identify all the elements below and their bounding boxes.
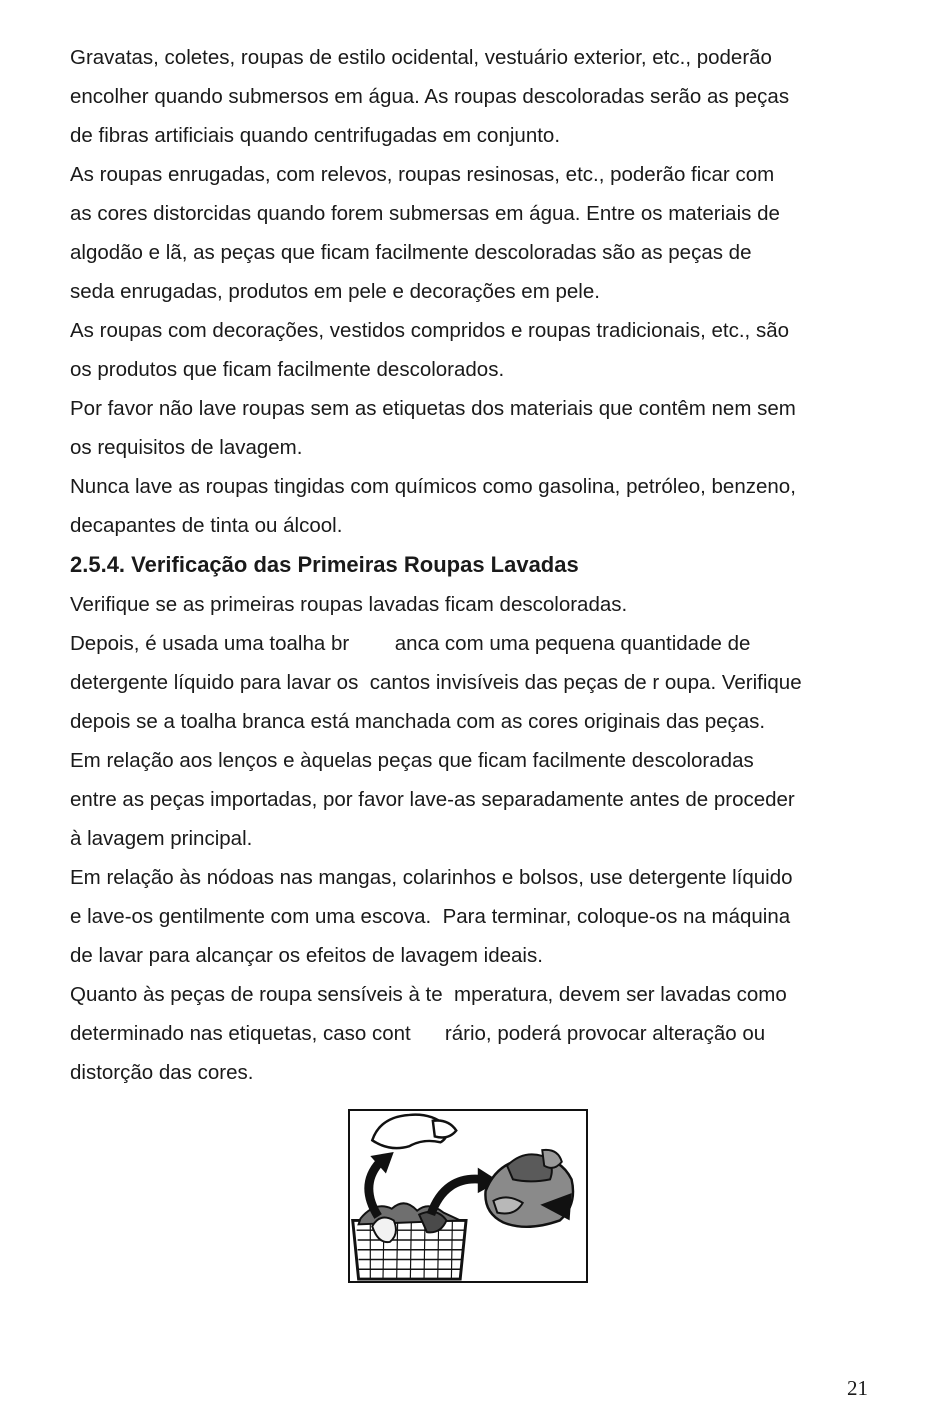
body-text	[70, 38, 900, 1092]
text-line: Verifique se as primeiras roupas lavadas ficam descoloradas.	[70, 593, 628, 616]
text-line: de lavar para alcançar os efeitos de lavagem ideais.	[70, 944, 543, 967]
page-number: 21	[847, 1376, 868, 1400]
text-line: seda enrugadas, produtos em pele e decorações em pele.	[70, 280, 600, 303]
text-line: algodão e lã, as peças que ficam facilmente descoloradas são as peças de	[70, 241, 752, 264]
text-line: Em relação às nódoas nas mangas, colarinhos e bolsos, use detergente líquido	[70, 866, 793, 889]
text-line: As roupas enrugadas, com relevos, roupas resinosas, etc., poderão ficar com	[70, 163, 775, 186]
text-line: Em relação aos lenços e àquelas peças que ficam facilmente descoloradas	[70, 749, 754, 772]
text-line: Nunca lave as roupas tingidas com químicos como gasolina, petróleo, benzeno,	[70, 475, 796, 498]
laundry-sorting-icon	[350, 1111, 586, 1281]
text-line: entre as peças importadas, por favor lave-as separadamente antes de proceder	[70, 788, 795, 811]
text-line: determinado nas etiquetas, caso cont rário, poderá provocar alteração ou	[70, 1022, 766, 1045]
text-line: decapantes de tinta ou álcool.	[70, 514, 343, 537]
text-line: Gravatas, coletes, roupas de estilo ocidental, vestuário exterior, etc., poderão	[70, 46, 772, 69]
colored-clothes-icon	[485, 1150, 573, 1227]
text-line: As roupas com decorações, vestidos compridos e roupas tradicionais, etc., são	[70, 319, 789, 342]
text-line: detergente líquido para lavar os cantos invisíveis das peças de r oupa. Verifique	[70, 671, 802, 694]
text-line: à lavagem principal.	[70, 827, 253, 850]
section-heading: 2.5.4. Verificação das Primeiras Roupas Lavadas	[70, 552, 579, 577]
text-line: Por favor não lave roupas sem as etiquetas dos materiais que contêm nem sem	[70, 397, 796, 420]
text-line: Quanto às peças de roupa sensíveis à te mperatura, devem ser lavadas como	[70, 983, 787, 1006]
text-line: os requisitos de lavagem.	[70, 436, 303, 459]
laundry-basket-icon	[353, 1203, 466, 1279]
text-line: os produtos que ficam facilmente descolorados.	[70, 358, 505, 381]
text-line: Depois, é usada uma toalha br anca com uma pequena quantidade de	[70, 632, 751, 655]
laundry-sorting-illustration	[348, 1109, 588, 1283]
text-line: as cores distorcidas quando forem submersas em água. Entre os materiais de	[70, 202, 780, 225]
white-cloth-icon	[372, 1115, 456, 1148]
text-line: encolher quando submersos em água. As roupas descoloradas serão as peças	[70, 85, 790, 108]
text-line: de fibras artificiais quando centrifugadas em conjunto.	[70, 124, 561, 147]
text-line: depois se a toalha branca está manchada com as cores originais das peças.	[70, 710, 766, 733]
text-line: distorção das cores.	[70, 1061, 254, 1084]
text-line: e lave-os gentilmente com uma escova. Para terminar, coloque-os na máquina	[70, 905, 791, 928]
